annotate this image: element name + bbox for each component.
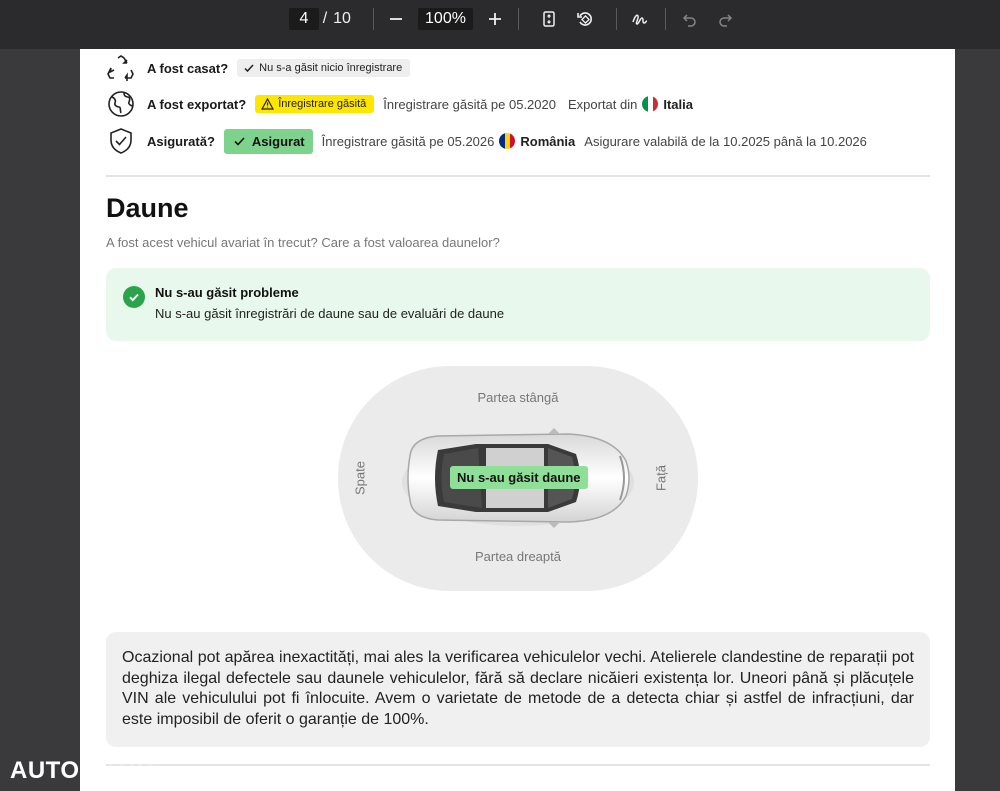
zoom-in-button[interactable]: [483, 8, 507, 30]
exported-record-date: Înregistrare găsită pe 05.2020: [383, 96, 556, 112]
zoom-out-icon: [387, 10, 405, 28]
document-page: [80, 49, 955, 791]
insured-status-badge: [224, 129, 313, 154]
exported-row: [106, 89, 693, 119]
right-side-label: Partea dreaptă: [474, 549, 561, 564]
check-icon: [233, 135, 246, 147]
page-number-input[interactable]: 4: [289, 8, 319, 30]
warning-icon: [261, 98, 274, 110]
insured-row: [106, 126, 867, 156]
car-damage-diagram: [338, 366, 698, 591]
zoom-out-button[interactable]: [384, 8, 408, 30]
globe-icon: [106, 89, 136, 119]
zoom-in-icon: [486, 10, 504, 28]
scrapped-status-badge: [237, 59, 410, 77]
section-divider: [106, 764, 930, 766]
check-icon: [243, 62, 255, 74]
italy-flag-icon: [642, 96, 658, 112]
damage-status-title: Nu s-au găsit probleme: [155, 285, 299, 300]
watermark-part: AUTO: [10, 757, 80, 784]
exported-question: A fost exportat?: [147, 96, 247, 112]
watermark-part-faint: VIT: [79, 757, 119, 784]
damage-section-subtitle: A fost acest vehicul avariat în trecut? Care a fost valoarea daunelor?: [106, 235, 500, 250]
undo-button[interactable]: [678, 8, 702, 30]
accuracy-disclaimer: Ocazional pot apărea inexactități, mai ales la verificarea vehiculelor vechi. Atelierele clandestine de reparații pot deghiza ilegal defectele sau daunele vehiculelor, fără să declare nicăieri existența lor. Uneori până și plăcuțele VIN ale vehiculului pot fi înlocuite. Avem o varietate de metode de a detecta chiar și astfel de infracțiuni, dar este imposibil de oferit o garanție de 100%.: [106, 632, 930, 747]
damage-status-text: Nu s-au găsit înregistrări de daune sau de evaluări de daune: [155, 306, 505, 321]
undo-icon: [681, 10, 699, 28]
watermark-part-faint: RO: [118, 757, 156, 784]
zoom-level-input[interactable]: 100%: [418, 8, 473, 30]
fit-page-icon: [540, 10, 558, 28]
page-total: 10: [333, 10, 351, 27]
exported-from-label: Exportat din: [567, 96, 638, 112]
toolbar-divider: [616, 8, 617, 30]
recycle-icon: [106, 53, 136, 83]
exported-status-badge: [255, 95, 374, 113]
left-side-label: Partea stângă: [477, 390, 559, 405]
exported-country-name: Italia: [663, 96, 693, 112]
exported-status-text: Înregistrare găsită: [278, 98, 367, 110]
brand-watermark: [10, 757, 155, 785]
insured-country-name: România: [520, 133, 576, 149]
redo-button[interactable]: [713, 8, 737, 30]
check-circle-icon: [123, 286, 145, 308]
insured-question: Asigurată?: [147, 133, 215, 149]
front-label: Față: [653, 464, 669, 492]
rotate-button[interactable]: [573, 8, 597, 30]
insured-record-date: Înregistrare găsită pe 05.2026: [321, 133, 495, 149]
damage-status-panel: [106, 268, 930, 341]
rotate-icon: [576, 10, 594, 28]
fit-page-button[interactable]: [537, 8, 561, 30]
section-divider: [106, 175, 930, 177]
insured-country: [499, 133, 575, 149]
no-damage-badge: Nu s-au găsit daune: [450, 466, 588, 489]
insurance-validity: Asigurare valabilă de la 10.2025 până la 10.2026: [584, 133, 867, 149]
pdf-toolbar: [0, 0, 1000, 49]
toolbar-divider: [373, 8, 374, 30]
rear-label: Spate: [352, 461, 368, 495]
insured-status-text: Asigurat: [251, 133, 305, 149]
signature-icon: [631, 10, 649, 28]
redo-icon: [716, 10, 734, 28]
page-separator: /: [322, 10, 328, 27]
toolbar-divider: [665, 8, 666, 30]
scrapped-status-text: Nu s-a găsit nicio înregistrare: [259, 62, 403, 74]
toolbar-divider: [518, 8, 519, 30]
scrapped-question: A fost casat?: [147, 60, 229, 76]
romania-flag-icon: [499, 133, 515, 149]
exported-country: [642, 96, 693, 112]
damage-section-title: Daune: [106, 193, 189, 223]
shield-check-icon: [106, 126, 136, 156]
scrapped-row: [106, 53, 410, 83]
draw-signature-button[interactable]: [628, 8, 652, 30]
